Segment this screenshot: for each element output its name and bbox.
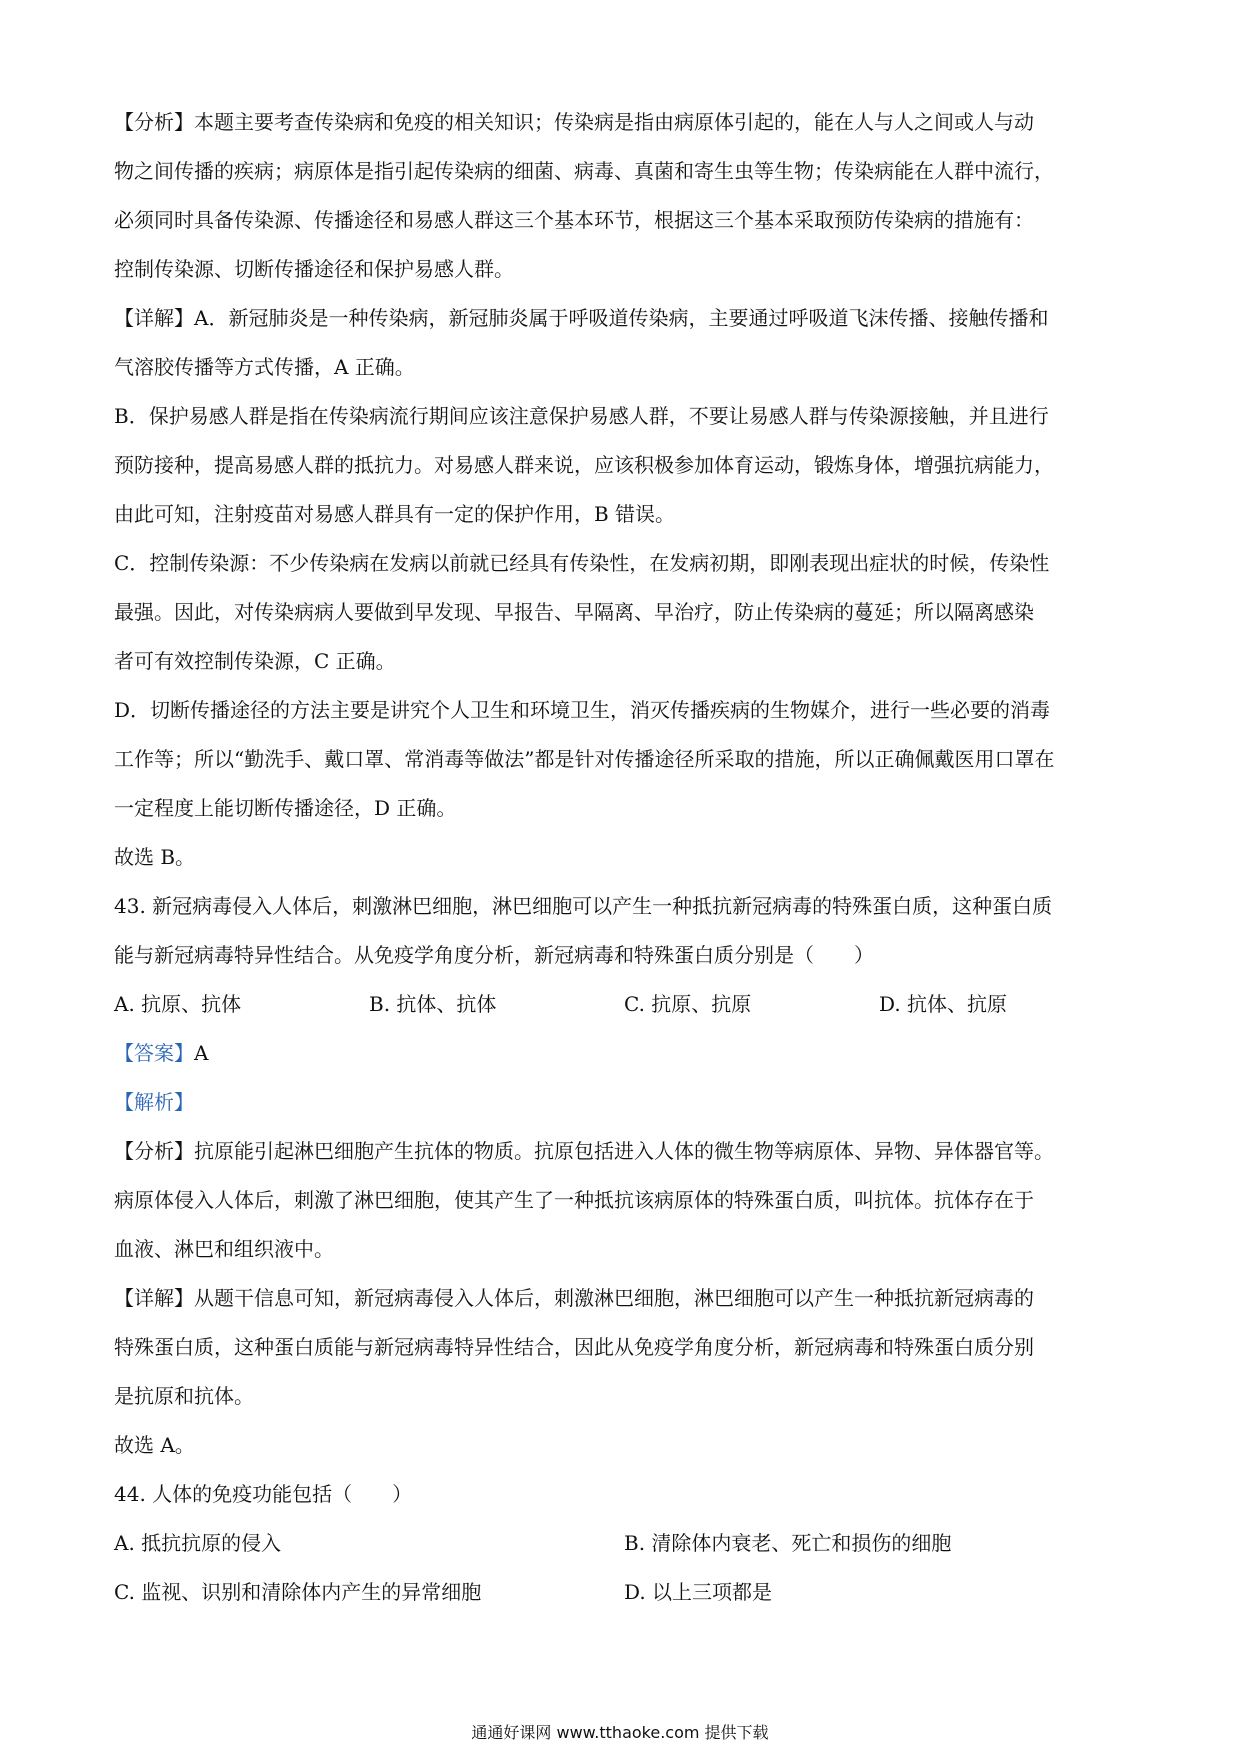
q44-option-b: B. 清除体内衰老、死亡和损伤的细胞 bbox=[624, 1531, 952, 1555]
q43-detail-line: 【详解】从题干信息可知，新冠病毒侵入人体后，刺激淋巴细胞，淋巴细胞可以产生一种抵抗新冠病毒的 bbox=[114, 1286, 1034, 1310]
q42-detail-line: B．保护易感人群是指在传染病流行期间应该注意保护易感人群，不要让易感人群与传染源接触，并且进行 bbox=[114, 404, 1049, 428]
q44-stem: 44. 人体的免疫功能包括（ ） bbox=[114, 1482, 413, 1506]
document-body bbox=[114, 98, 1134, 1617]
q42-detail-line: 工作等；所以“勤洗手、戴口罩、常消毒等做法”都是针对传播途径所采取的措施，所以正确佩戴医用口罩在 bbox=[114, 747, 1055, 771]
q42-analysis-line: 【分析】本题主要考查传染病和免疫的相关知识；传染病是指由病原体引起的，能在人与人之间或人与动 bbox=[114, 110, 1034, 134]
q43-answer bbox=[114, 1029, 1134, 1078]
q42-detail-line: 者可有效控制传染源，C 正确。 bbox=[114, 649, 396, 673]
q43-detail-line: 特殊蛋白质，这种蛋白质能与新冠病毒特异性结合，因此从免疫学角度分析，新冠病毒和特殊蛋白质分别 bbox=[114, 1335, 1034, 1359]
q42-detail-line: 一定程度上能切断传播途径，D 正确。 bbox=[114, 796, 457, 820]
q44-option-a: A. 抵抗抗原的侵入 bbox=[114, 1531, 282, 1555]
q42-analysis-line: 必须同时具备传染源、传播途径和易感人群这三个基本环节，根据这三个基本采取预防传染病的措施有： bbox=[114, 208, 1034, 232]
q43-analysis-line: 病原体侵入人体后，刺激了淋巴细胞，使其产生了一种抵抗该病原体的特殊蛋白质，叫抗体。抗体存在于 bbox=[114, 1188, 1034, 1212]
q42-detail-line: 最强。因此，对传染病病人要做到早发现、早报告、早隔离、早治疗，防止传染病的蔓延；所以隔离感染 bbox=[114, 600, 1034, 624]
q43-stem-line: 能与新冠病毒特异性结合。从免疫学角度分析，新冠病毒和特殊蛋白质分别是（ ） bbox=[114, 943, 874, 967]
q44-options-row1 bbox=[114, 1519, 1134, 1568]
page-footer: 通通好课网 www.tthaoke.com 提供下载 bbox=[471, 1723, 769, 1742]
q43-option-b: B. 抗体、抗体 bbox=[369, 992, 497, 1016]
q42-detail-line: 【详解】A．新冠肺炎是一种传染病，新冠肺炎属于呼吸道传染病，主要通过呼吸道飞沫传播、接触传播和 bbox=[114, 306, 1049, 330]
jiexi-label: 【解析】 bbox=[114, 1090, 194, 1114]
q42-detail-line: D．切断传播途径的方法主要是讲究个人卫生和环境卫生，消灭传播疾病的生物媒介，进行一些必要的消毒 bbox=[114, 698, 1051, 722]
q43-analysis-line: 【分析】抗原能引起淋巴细胞产生抗体的物质。抗原包括进入人体的微生物等病原体、异物、异体器官等。 bbox=[114, 1139, 1054, 1163]
q42-detail-line: 由此可知，注射疫苗对易感人群具有一定的保护作用，B 错误。 bbox=[114, 502, 676, 526]
q43-option-d: D. 抗体、抗原 bbox=[879, 992, 1008, 1016]
answer-value: A bbox=[194, 1041, 209, 1065]
q42-conclusion: 故选 B。 bbox=[114, 845, 196, 869]
q43-conclusion: 故选 A。 bbox=[114, 1433, 195, 1457]
q43-option-a: A. 抗原、抗体 bbox=[114, 992, 242, 1016]
answer-label: 【答案】 bbox=[114, 1041, 194, 1065]
q42-analysis-line: 控制传染源、切断传播途径和保护易感人群。 bbox=[114, 257, 514, 281]
q42-detail-line: C．控制传染源：不少传染病在发病以前就已经具有传染性，在发病初期，即刚表现出症状的时候，传染性 bbox=[114, 551, 1050, 575]
q44-options-row2 bbox=[114, 1568, 1134, 1617]
q43-analysis-line: 血液、淋巴和组织液中。 bbox=[114, 1237, 334, 1261]
q43-option-c: C. 抗原、抗原 bbox=[624, 992, 752, 1016]
q43-detail-line: 是抗原和抗体。 bbox=[114, 1384, 254, 1408]
q42-detail-line: 气溶胶传播等方式传播，A 正确。 bbox=[114, 355, 415, 379]
q44-option-c: C. 监视、识别和清除体内产生的异常细胞 bbox=[114, 1580, 482, 1604]
q42-detail-line: 预防接种，提高易感人群的抵抗力。对易感人群来说，应该积极参加体育运动，锻炼身体，增强抗病能力， bbox=[114, 453, 1054, 477]
q44-option-d: D. 以上三项都是 bbox=[624, 1580, 773, 1604]
q43-options bbox=[114, 980, 1134, 1029]
q42-analysis-line: 物之间传播的疾病；病原体是指引起传染病的细菌、病毒、真菌和寄生虫等生物；传染病能在人群中流行， bbox=[114, 159, 1054, 183]
q43-stem-line: 43. 新冠病毒侵入人体后，刺激淋巴细胞，淋巴细胞可以产生一种抵抗新冠病毒的特殊蛋白质，这种蛋白质 bbox=[114, 894, 1053, 918]
